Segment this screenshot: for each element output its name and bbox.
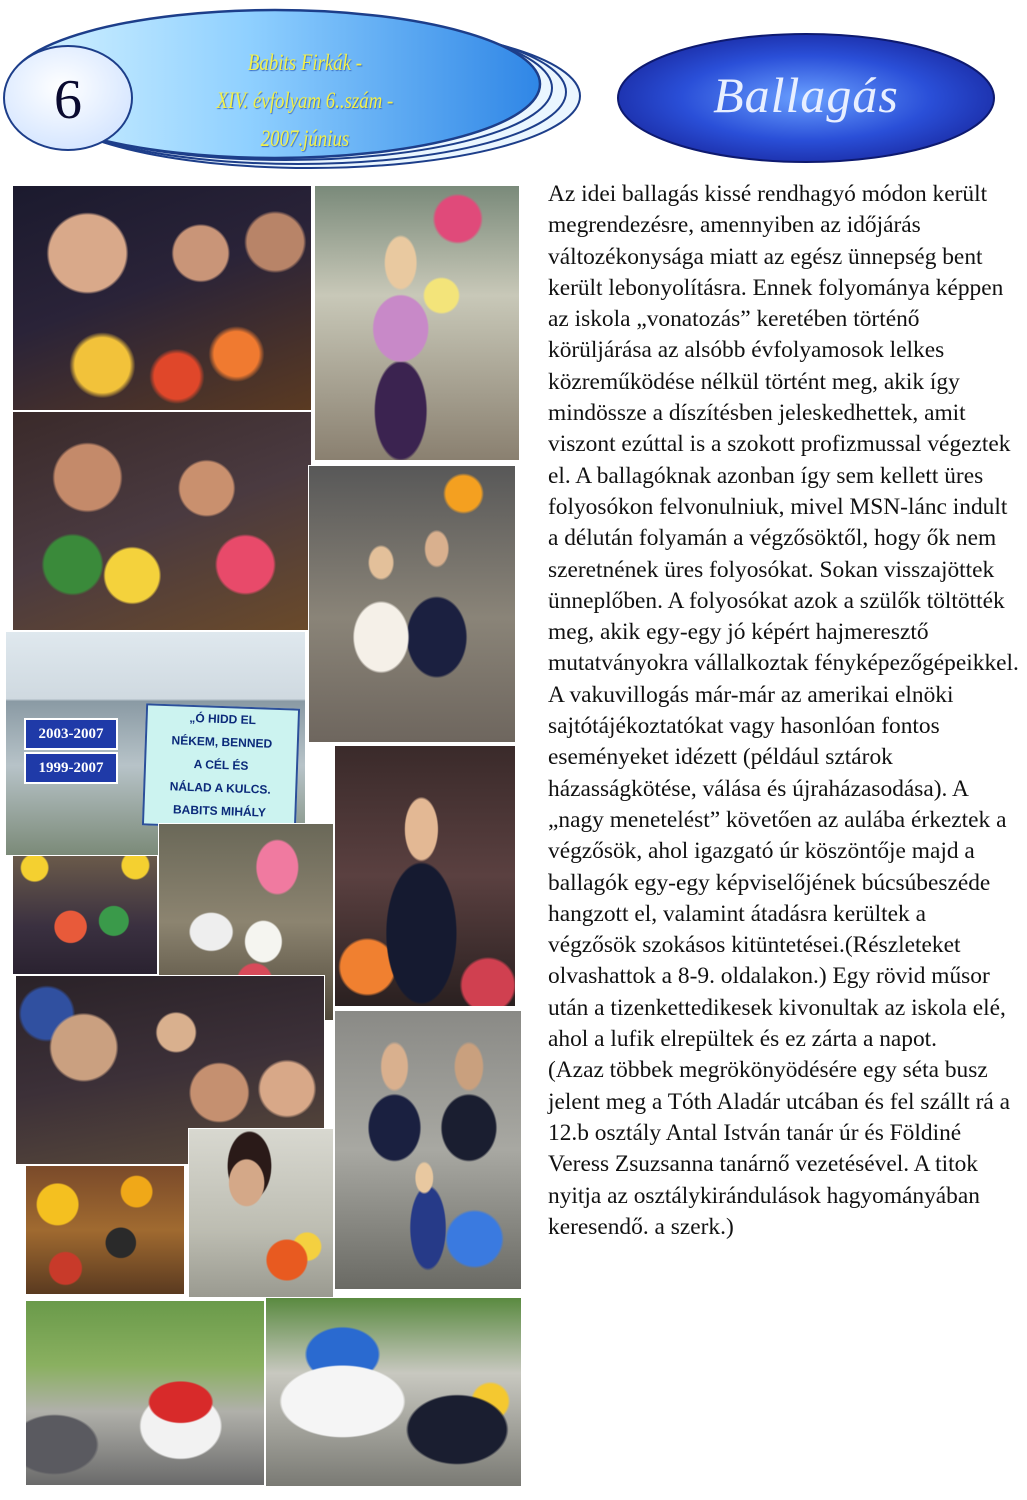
photo-balloons-hall — [12, 855, 158, 975]
article-body — [548, 179, 1020, 1243]
article-paragraph-2: (Azaz többek megrökönyödésére egy séta busz jelent meg a Tóth Aladár utcában és fel szállt rá a 12.b osztály Antal István tanár úr és Földiné Veress Zsuzsanna tanárnő vezetésével. A titok nyitja az osztálykirándulások hagyományában keresendő. a szerk.) — [548, 1057, 1010, 1240]
motto-line-2: NÉKEM, BENNED — [171, 733, 273, 751]
motto-line-1: „Ó HIDD EL — [189, 710, 257, 728]
photo-graduate-suit — [334, 745, 516, 1007]
photo-hall-balloons — [25, 1165, 185, 1295]
section-title: Ballagás — [713, 67, 899, 123]
article-paragraph-1: Az idei ballagás kissé rendhagyó módon került megrendezésre, amennyiben az időjárás változékonysága miatt az egész ünnepség bent került lebonyolításra. Ennek folyománya képpen az iskola „vonatozás” keretében történő körüljárása az alsóbb évfolyamosok lelkes közreműködése nélkül történt meg, akik így mindössze a díszítésben jeleskedhettek, amit viszont ezúttal is a szokott profizmussal végeztek el. A ballagóknak azonban így sem kellett üres folyosókon felvonulniuk, mivel MSN-lánc indult a délután folyamán a végzősöktől, hogy ők nem szeretnének üres folyosókat. Sokan visszajöttek ünneplőben. A folyosókat azok a szülők töltötték meg, akik egy-egy jó képért hajmeresztő mutatványokra vállalkoztak fényképezőgépeikkel. A vakuvillogás már-már az amerikai elnöki sajtótájékoztatókat vagy hasonlóan fontos eseményeket idézett (például sztárok házasságkötése, válása és újraházasodása). A „nagy menetelést” követően az aulába érkeztek a végzősök, ahol igazgató úr köszöntője majd a ballagók egy-egy képviselőjének búcsúbeszéde hangzott el, valamint átadásra kerültek a végzősök szokásos kitüntetései.(Részleteket olvashattok a 8-9. oldalakon.) Egy rövid műsor után a tizenkettedikesek kivonultak az iskola elé, ahol a lufik elrepültek és ez zárta a napot. — [548, 181, 1019, 1053]
photo-teacher-corridor — [314, 185, 520, 461]
publication-line-1: Babits Firkák - — [247, 50, 363, 75]
photo-boy-family — [334, 1010, 522, 1290]
motto-line-3: A CÉL ÉS — [193, 757, 249, 773]
photo-teacher-flowers — [188, 1128, 334, 1298]
publication-line-2: XIV. évfolyam 6..szám - 2007.június — [216, 88, 394, 151]
motto-line-4: NÁLAD A KULCS. — [169, 779, 272, 797]
photo-students-bouquets — [12, 411, 312, 631]
motto-banner — [142, 703, 300, 830]
motto-line-5: BABITS MIHÁLY — [172, 802, 267, 820]
publication-title — [178, 44, 432, 158]
photo-bus-students — [265, 1297, 522, 1487]
plaque-2003-2007: 2003-2007 — [24, 718, 118, 750]
photo-bus-street — [25, 1300, 265, 1486]
photo-couple-walking — [308, 465, 516, 743]
photo-graduates-flowers — [12, 185, 312, 411]
plaque-1999-2007: 1999-2007 — [24, 752, 118, 784]
page-number: 6 — [54, 69, 82, 131]
